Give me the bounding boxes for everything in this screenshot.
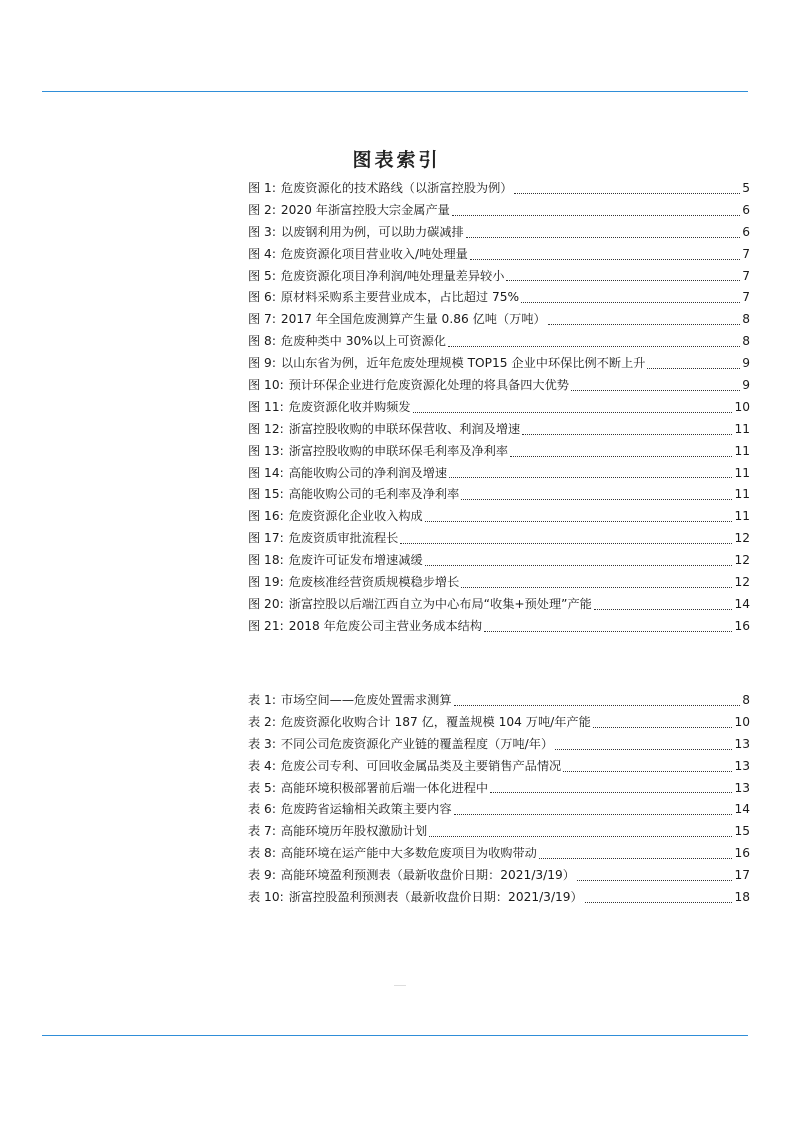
entry-label: 图 14: <box>248 465 284 480</box>
entry-title: 2017 年全国危废测算产生量 0.86 亿吨（万吨） <box>280 312 546 327</box>
entry-title: 浙富控股收购的申联环保营收、利润及增速 <box>288 421 521 436</box>
leader-dots <box>593 726 733 728</box>
entry-label: 图 18: <box>248 553 284 568</box>
leader-dots <box>400 542 732 544</box>
entry-label: 图 17: <box>248 531 284 546</box>
leader-dots <box>539 857 733 859</box>
entry-label: 表 4: <box>248 758 276 773</box>
entry-page-number: 18 <box>734 890 750 905</box>
entry-page-number: 9 <box>742 356 750 371</box>
figure-index-entry[interactable] <box>248 266 750 288</box>
entry-label: 图 2: <box>248 202 276 217</box>
entry-title: 高能环境积极部署前后端一体化进程中 <box>280 780 489 795</box>
entry-label: 表 5: <box>248 780 276 795</box>
entry-label: 图 7: <box>248 312 276 327</box>
entry-page-number: 7 <box>742 246 750 261</box>
entry-label: 图 8: <box>248 334 276 349</box>
leader-dots <box>506 279 740 281</box>
leader-dots <box>521 301 740 303</box>
figure-index-list <box>248 178 750 638</box>
entry-page-number: 6 <box>742 202 750 217</box>
table-index-entry[interactable] <box>248 778 750 800</box>
entry-title: 危废资质审批流程长 <box>288 531 399 546</box>
entry-title: 危废公司专利、可回收金属品类及主要销售产品情况 <box>280 758 562 773</box>
leader-dots <box>461 498 732 500</box>
figure-index-entry[interactable] <box>248 419 750 441</box>
entry-label: 表 3: <box>248 736 276 751</box>
figure-index-entry[interactable] <box>248 222 750 244</box>
leader-dots <box>448 345 740 347</box>
leader-dots <box>510 455 732 457</box>
figure-index-entry[interactable] <box>248 375 750 397</box>
entry-page-number: 14 <box>734 802 750 817</box>
entry-label: 表 9: <box>248 868 276 883</box>
entry-title: 高能收购公司的毛利率及净利率 <box>288 487 460 502</box>
figure-index-entry[interactable] <box>248 178 750 200</box>
leader-dots <box>466 236 741 238</box>
entry-page-number: 8 <box>742 312 750 327</box>
entry-page-number: 7 <box>742 290 750 305</box>
leader-dots <box>522 433 732 435</box>
entry-page-number: 15 <box>734 824 750 839</box>
entry-title: 不同公司危废资源化产业链的覆盖程度（万吨/年） <box>280 736 554 751</box>
leader-dots <box>470 258 740 260</box>
figure-index-entry[interactable] <box>248 309 750 331</box>
figure-index-entry[interactable] <box>248 594 750 616</box>
entry-label: 图 12: <box>248 421 284 436</box>
entry-page-number: 16 <box>734 846 750 861</box>
entry-page-number: 5 <box>742 181 750 195</box>
leader-dots <box>555 748 732 750</box>
entry-page-number: 14 <box>734 596 750 611</box>
figure-index-entry[interactable] <box>248 484 750 506</box>
entry-page-number: 7 <box>742 268 750 283</box>
leader-dots <box>461 586 732 588</box>
entry-label: 图 3: <box>248 224 276 239</box>
entry-page-number: 17 <box>734 868 750 883</box>
leader-dots <box>585 901 733 903</box>
entry-page-number: 13 <box>734 736 750 751</box>
leader-dots <box>449 476 732 478</box>
entry-page-number: 13 <box>734 780 750 795</box>
entry-title: 预计环保企业进行危废资源化处理的将具备四大优势 <box>288 378 569 393</box>
footer-rule <box>42 1035 748 1036</box>
table-index-entry[interactable] <box>248 756 750 778</box>
entry-title: 危废资源化收购合计 187 亿，覆盖规模 104 万吨/年产能 <box>280 714 591 729</box>
entry-page-number: 11 <box>734 443 750 458</box>
leader-dots <box>454 813 733 815</box>
figure-index-entry[interactable] <box>248 528 750 550</box>
table-index-entry[interactable] <box>248 712 750 734</box>
figure-index-entry[interactable] <box>248 331 750 353</box>
entry-title: 危废资源化的技术路线（以浙富控股为例） <box>280 181 513 195</box>
leader-dots <box>514 192 740 194</box>
leader-dots <box>571 389 740 391</box>
entry-label: 图 4: <box>248 246 276 261</box>
figure-index-entry[interactable] <box>248 550 750 572</box>
table-index-entry[interactable] <box>248 865 750 887</box>
entry-label: 图 9: <box>248 356 276 371</box>
entry-page-number: 11 <box>734 487 750 502</box>
leader-dots <box>413 411 733 413</box>
entry-label: 图 20: <box>248 596 284 611</box>
figure-index-entry[interactable] <box>248 616 750 638</box>
leader-dots <box>425 520 733 522</box>
entry-page-number: 13 <box>734 758 750 773</box>
entry-label: 图 15: <box>248 487 284 502</box>
entry-label: 图 21: <box>248 618 284 633</box>
table-index-entry[interactable] <box>248 843 750 865</box>
table-index-list <box>248 690 750 909</box>
leader-dots <box>452 214 740 216</box>
figure-index-entry[interactable] <box>248 244 750 266</box>
leader-dots <box>577 879 733 881</box>
entry-title: 以废钢利用为例，可以助力碳减排 <box>280 224 464 239</box>
table-index-entry[interactable] <box>248 821 750 843</box>
leader-dots <box>594 608 733 610</box>
entry-label: 表 7: <box>248 824 276 839</box>
entry-label: 图 16: <box>248 509 284 524</box>
entry-title: 危废许可证发布增速减缓 <box>288 553 423 568</box>
entry-title: 危废跨省运输相关政策主要内容 <box>280 802 452 817</box>
entry-label: 图 13: <box>248 443 284 458</box>
figure-index-entry[interactable] <box>248 200 750 222</box>
entry-title: 2020 年浙富控股大宗金属产量 <box>280 202 450 217</box>
figure-index-entry[interactable] <box>248 506 750 528</box>
entry-title: 以山东省为例，近年危废处理规模 TOP15 企业中环保比例不断上升 <box>280 356 646 371</box>
leader-dots <box>484 630 732 632</box>
entry-page-number: 11 <box>734 421 750 436</box>
leader-dots <box>429 835 732 837</box>
faint-mark <box>394 985 406 986</box>
entry-label: 图 6: <box>248 290 276 305</box>
entry-label: 图 10: <box>248 378 284 393</box>
entry-page-number: 8 <box>742 693 750 707</box>
entry-title: 高能环境历年股权激励计划 <box>280 824 428 839</box>
entry-label: 表 1: <box>248 693 276 707</box>
table-index-entry[interactable] <box>248 799 750 821</box>
entry-title: 危废资源化项目净利润/吨处理量差异较小 <box>280 268 505 283</box>
entry-title: 浙富控股收购的申联环保毛利率及净利率 <box>288 443 509 458</box>
entry-label: 表 8: <box>248 846 276 861</box>
entry-title: 危废资源化项目营业收入/吨处理量 <box>280 246 468 261</box>
entry-title: 浙富控股以后端江西自立为中心布局“收集+预处理”产能 <box>288 596 592 611</box>
figure-index-entry[interactable] <box>248 572 750 594</box>
entry-label: 表 6: <box>248 802 276 817</box>
table-index-entry[interactable] <box>248 690 750 712</box>
entry-title: 原材料采购系主要营业成本，占比超过 75% <box>280 290 520 305</box>
leader-dots <box>563 770 732 772</box>
entry-title: 高能收购公司的净利润及增速 <box>288 465 448 480</box>
leader-dots <box>490 791 732 793</box>
table-index-entry[interactable] <box>248 734 750 756</box>
entry-title: 浙富控股盈利预测表（最新收盘价日期：2021/3/19） <box>288 890 583 905</box>
entry-page-number: 6 <box>742 224 750 239</box>
entry-label: 图 19: <box>248 575 284 590</box>
leader-dots <box>647 367 740 369</box>
entry-title: 危废资源化收并购频发 <box>288 399 411 414</box>
entry-title: 危废核准经营资质规模稳步增长 <box>288 575 460 590</box>
entry-page-number: 10 <box>734 399 750 414</box>
entry-title: 高能环境盈利预测表（最新收盘价日期：2021/3/19） <box>280 868 575 883</box>
figure-index-entry[interactable] <box>248 353 750 375</box>
entry-page-number: 12 <box>734 553 750 568</box>
entry-label: 表 10: <box>248 890 284 905</box>
page-title: 图表索引 <box>352 149 441 171</box>
entry-page-number: 9 <box>742 378 750 393</box>
entry-page-number: 12 <box>734 531 750 546</box>
table-index-entry[interactable] <box>248 887 750 909</box>
leader-dots <box>548 323 741 325</box>
header-rule <box>42 91 748 92</box>
entry-label: 图 5: <box>248 268 276 283</box>
leader-dots <box>454 704 741 706</box>
figure-index-entry[interactable] <box>248 287 750 309</box>
entry-title: 高能环境在运产能中大多数危废项目为收购带动 <box>280 846 537 861</box>
entry-page-number: 12 <box>734 575 750 590</box>
entry-title: 危废资源化企业收入构成 <box>288 509 423 524</box>
figure-index-entry[interactable] <box>248 441 750 463</box>
entry-page-number: 8 <box>742 334 750 349</box>
entry-label: 图 1: <box>248 181 276 195</box>
entry-page-number: 10 <box>734 714 750 729</box>
figure-index-entry[interactable] <box>248 397 750 419</box>
entry-title: 2018 年危废公司主营业务成本结构 <box>288 618 483 633</box>
entry-label: 表 2: <box>248 714 276 729</box>
leader-dots <box>425 564 733 566</box>
entry-page-number: 16 <box>734 618 750 633</box>
entry-label: 图 11: <box>248 399 284 414</box>
entry-title: 危废种类中 30%以上可资源化 <box>280 334 446 349</box>
entry-page-number: 11 <box>734 465 750 480</box>
figure-index-entry[interactable] <box>248 463 750 485</box>
entry-title: 市场空间——危废处置需求测算 <box>280 693 452 707</box>
entry-page-number: 11 <box>734 509 750 524</box>
